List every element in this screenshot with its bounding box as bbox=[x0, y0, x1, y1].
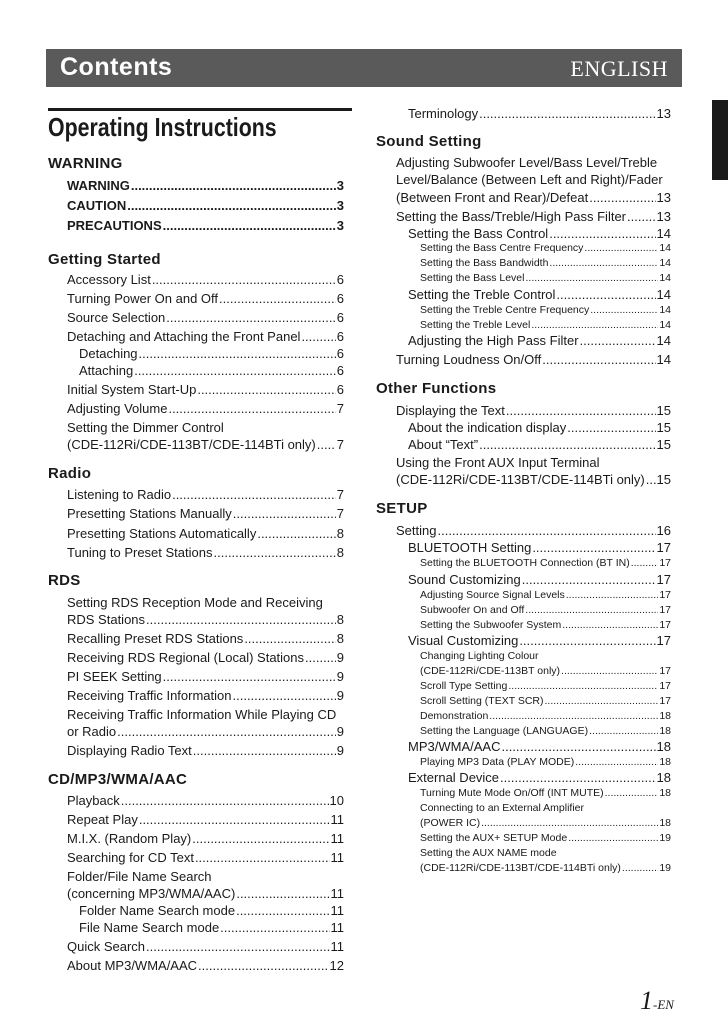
toc-entry-label: (POWER IC) bbox=[420, 817, 481, 829]
dot-leader bbox=[197, 382, 335, 397]
dot-leader bbox=[506, 403, 656, 418]
toc-entry bbox=[420, 832, 671, 844]
toc-entry-label: File Name Search mode bbox=[79, 920, 220, 935]
dot-leader bbox=[584, 242, 658, 254]
toc-entry-page: 17 bbox=[659, 604, 671, 616]
toc-entry bbox=[396, 190, 671, 205]
toc-entry-page: 7 bbox=[336, 506, 344, 521]
toc-entry-label: Setting bbox=[396, 523, 437, 538]
dot-leader bbox=[166, 310, 335, 325]
toc-entry-label: Setting the AUX NAME mode bbox=[420, 847, 557, 859]
toc-entry-label: Displaying the Text bbox=[396, 403, 505, 418]
toc-entry-label: Detaching bbox=[79, 346, 138, 361]
toc-entry bbox=[408, 633, 671, 648]
toc-entry-label: Setting the Dimmer Control bbox=[67, 420, 224, 435]
toc-entry-label: CAUTION bbox=[67, 198, 127, 213]
dot-leader bbox=[501, 739, 655, 754]
dot-leader bbox=[481, 817, 658, 829]
toc-entry-page: 14 bbox=[656, 352, 671, 367]
toc-entry-page: 6 bbox=[336, 310, 344, 325]
contents-header-bar bbox=[46, 49, 682, 87]
dot-leader bbox=[525, 272, 658, 284]
toc-entry-page: 14 bbox=[659, 304, 671, 316]
toc-entry-label: Searching for CD Text bbox=[67, 850, 194, 865]
section-heading: Getting Started bbox=[48, 251, 161, 268]
dot-leader bbox=[589, 190, 655, 205]
toc-entry-label: Receiving Traffic Information While Playing CD bbox=[67, 707, 337, 722]
toc-entry-page: 14 bbox=[659, 319, 671, 331]
toc-entry bbox=[420, 589, 671, 601]
toc-entry bbox=[67, 198, 344, 213]
dot-leader bbox=[500, 770, 655, 785]
toc-entry-label: Sound Customizing bbox=[408, 572, 521, 587]
toc-entry-page: 17 bbox=[659, 557, 671, 569]
toc-entry-page: 18 bbox=[659, 725, 671, 737]
toc-entry-page: 3 bbox=[336, 198, 344, 213]
dot-leader bbox=[519, 633, 655, 648]
toc-entry-label: Setting the Treble Level bbox=[420, 319, 531, 331]
toc-entry-label: MP3/WMA/AAC bbox=[408, 739, 501, 754]
toc-entry-label: Setting the Language (LANGUAGE) bbox=[420, 725, 589, 737]
toc-entry bbox=[79, 346, 344, 361]
dot-leader bbox=[646, 472, 656, 487]
toc-entry-page: 6 bbox=[336, 382, 344, 397]
section-heading: Sound Setting bbox=[376, 133, 482, 150]
dot-leader bbox=[131, 178, 336, 193]
toc-entry-label: PI SEEK Setting bbox=[67, 669, 162, 684]
toc-entry-label: Receiving RDS Regional (Local) Stations bbox=[67, 650, 305, 665]
toc-entry-label: Quick Search bbox=[67, 939, 146, 954]
dot-leader bbox=[257, 526, 335, 541]
page-number-value: 1 bbox=[640, 986, 653, 1015]
toc-entry-label: Folder Name Search mode bbox=[79, 903, 236, 918]
toc-entry-label: Adjusting Volume bbox=[67, 401, 168, 416]
toc-entry-label: Using the Front AUX Input Terminal bbox=[396, 455, 600, 470]
page-number bbox=[640, 986, 674, 1016]
toc-entry-page: 15 bbox=[656, 403, 671, 418]
toc-entry-page: 18 bbox=[659, 756, 671, 768]
toc-entry bbox=[420, 272, 671, 284]
dot-leader bbox=[525, 604, 658, 616]
toc-entry-page: 8 bbox=[336, 631, 344, 646]
toc-entry bbox=[420, 725, 671, 737]
toc-entry bbox=[67, 291, 344, 306]
toc-entry-page: 17 bbox=[659, 589, 671, 601]
toc-entry-label: (CDE-112Ri/CDE-113BT/CDE-114BTi only) bbox=[396, 472, 645, 487]
toc-entry-page: 17 bbox=[656, 540, 671, 555]
toc-entry-page: 7 bbox=[336, 401, 344, 416]
dot-leader bbox=[589, 725, 658, 737]
toc-entry bbox=[67, 724, 344, 739]
dot-leader bbox=[220, 920, 329, 935]
toc-entry-label: About MP3/WMA/AAC bbox=[67, 958, 198, 973]
toc-entry-page: 14 bbox=[659, 257, 671, 269]
toc-entry-label: Scroll Setting (TEXT SCR) bbox=[420, 695, 544, 707]
toc-entry-label: WARNING bbox=[67, 178, 130, 193]
toc-entry-label: (CDE-112Ri/CDE-113BT/CDE-114BTi only) bbox=[420, 862, 621, 874]
toc-entry-label: M.I.X. (Random Play) bbox=[67, 831, 192, 846]
toc-entry-label: About “Text” bbox=[408, 437, 479, 452]
toc-entry-label: Adjusting Subwoofer Level/Bass Level/Treble bbox=[396, 155, 658, 170]
toc-entry-page: 18 bbox=[659, 787, 671, 799]
dot-leader bbox=[301, 329, 335, 344]
dot-leader bbox=[566, 589, 659, 601]
toc-entry-page: 17 bbox=[659, 619, 671, 631]
page-number-suffix: -EN bbox=[653, 997, 674, 1012]
toc-entry-page: 15 bbox=[656, 420, 671, 435]
section-heading: RDS bbox=[48, 572, 81, 589]
dot-leader bbox=[580, 333, 656, 348]
toc-entry-label: Setting the Treble Control bbox=[408, 287, 556, 302]
dot-leader bbox=[556, 287, 655, 302]
toc-entry bbox=[79, 920, 344, 935]
toc-entry bbox=[79, 903, 344, 918]
dot-leader bbox=[575, 756, 658, 768]
toc-entry bbox=[408, 739, 671, 754]
toc-entry bbox=[67, 437, 344, 452]
toc-entry bbox=[79, 363, 344, 378]
toc-entry-label: Presetting Stations Manually bbox=[67, 506, 232, 521]
dot-leader bbox=[193, 743, 336, 758]
toc-entry-page: 14 bbox=[656, 287, 671, 302]
dot-leader bbox=[522, 572, 656, 587]
toc-entry bbox=[67, 743, 344, 758]
toc-entry bbox=[67, 812, 344, 827]
toc-entry-label: Recalling Preset RDS Stations bbox=[67, 631, 244, 646]
dot-leader bbox=[121, 793, 329, 808]
toc-entry-page: 11 bbox=[330, 920, 344, 935]
toc-entry-label: Subwoofer On and Off bbox=[420, 604, 525, 616]
dot-leader bbox=[568, 832, 658, 844]
toc-entry-page: 11 bbox=[330, 831, 344, 846]
header-language: ENGLISH bbox=[570, 56, 668, 81]
toc-entry-label: Scroll Type Setting bbox=[420, 680, 508, 692]
title-rule bbox=[48, 108, 352, 111]
toc-entry-page: 19 bbox=[659, 832, 671, 844]
toc-entry bbox=[67, 850, 344, 865]
dot-leader bbox=[549, 226, 655, 241]
toc-entry-page: 9 bbox=[336, 650, 344, 665]
toc-entry-page: 3 bbox=[336, 218, 344, 233]
toc-entry-page: 11 bbox=[330, 903, 344, 918]
dot-leader bbox=[631, 557, 659, 569]
dot-leader bbox=[542, 352, 655, 367]
dot-leader bbox=[489, 710, 658, 722]
dot-leader bbox=[590, 304, 658, 316]
toc-entry-page: 11 bbox=[330, 812, 344, 827]
toc-entry bbox=[420, 619, 671, 631]
dot-leader bbox=[437, 523, 655, 538]
toc-entry bbox=[408, 540, 671, 555]
toc-entry bbox=[408, 572, 671, 587]
toc-entry bbox=[67, 487, 344, 502]
toc-entry-page: 6 bbox=[336, 346, 344, 361]
dot-leader bbox=[562, 619, 658, 631]
dot-leader bbox=[479, 437, 655, 452]
toc-entry bbox=[420, 695, 671, 707]
toc-entry bbox=[420, 787, 671, 799]
toc-entry bbox=[67, 310, 344, 325]
toc-entry bbox=[67, 382, 344, 397]
toc-entry-label: Setting the BLUETOOTH Connection (BT IN) bbox=[420, 557, 630, 569]
toc-entry bbox=[67, 178, 344, 193]
dot-leader bbox=[214, 545, 336, 560]
dot-leader bbox=[244, 631, 335, 646]
dot-leader bbox=[219, 291, 336, 306]
toc-entry-page: 12 bbox=[329, 958, 344, 973]
dot-leader bbox=[198, 958, 328, 973]
dot-leader bbox=[561, 665, 658, 677]
dot-leader bbox=[163, 669, 336, 684]
toc-entry-label: Attaching bbox=[79, 363, 134, 378]
toc-entry bbox=[420, 710, 671, 722]
toc-entry-page: 18 bbox=[656, 739, 671, 754]
toc-entry bbox=[67, 329, 344, 344]
dot-leader bbox=[233, 688, 336, 703]
toc-entry-page: 6 bbox=[336, 363, 344, 378]
toc-entry-label: Initial System Start-Up bbox=[67, 382, 197, 397]
toc-entry-label: Setting RDS Reception Mode and Receiving bbox=[67, 595, 323, 610]
toc-entry-label: (CDE-112Ri/CDE-113BT only) bbox=[420, 665, 561, 677]
toc-entry-label: Tuning to Preset Stations bbox=[67, 545, 213, 560]
toc-entry bbox=[408, 106, 671, 121]
toc-entry-page: 18 bbox=[656, 770, 671, 785]
toc-entry bbox=[420, 665, 671, 677]
toc-entry bbox=[420, 680, 671, 692]
dot-leader bbox=[139, 346, 336, 361]
toc-entry-page: 8 bbox=[336, 612, 344, 627]
toc-entry bbox=[408, 226, 671, 241]
dot-leader bbox=[127, 198, 336, 213]
toc-entry-label: Listening to Radio bbox=[67, 487, 172, 502]
toc-entry-label: Setting the Bass Centre Frequency bbox=[420, 242, 584, 254]
toc-entry bbox=[420, 257, 671, 269]
toc-entry-label: (Between Front and Rear)/Defeat bbox=[396, 190, 589, 205]
dot-leader bbox=[549, 257, 658, 269]
dot-leader bbox=[163, 218, 336, 233]
dot-leader bbox=[139, 812, 330, 827]
toc-entry-page: 11 bbox=[330, 939, 344, 954]
toc-entry-page: 18 bbox=[659, 817, 671, 829]
toc-entry-page: 8 bbox=[336, 526, 344, 541]
toc-entry bbox=[408, 287, 671, 302]
dot-leader bbox=[627, 209, 656, 224]
toc-entry bbox=[396, 209, 671, 224]
toc-entry-page: 10 bbox=[329, 793, 344, 808]
toc-entry bbox=[67, 831, 344, 846]
toc-entry bbox=[67, 526, 344, 541]
section-heading: SETUP bbox=[376, 500, 428, 517]
toc-entry-label: Source Selection bbox=[67, 310, 166, 325]
toc-entry-label: or Radio bbox=[67, 724, 117, 739]
toc-entry-label: Accessory List bbox=[67, 272, 151, 287]
dot-leader bbox=[305, 650, 336, 665]
toc-entry bbox=[408, 437, 671, 452]
toc-entry bbox=[67, 612, 344, 627]
toc-entry bbox=[420, 756, 671, 768]
toc-entry bbox=[408, 770, 671, 785]
toc-entry bbox=[420, 604, 671, 616]
toc-entry-page: 18 bbox=[659, 710, 671, 722]
toc-entry bbox=[408, 420, 671, 435]
toc-entry-page: 8 bbox=[336, 545, 344, 560]
toc-entry bbox=[67, 669, 344, 684]
toc-entry-page: 9 bbox=[336, 669, 344, 684]
toc-entry-label: Changing Lighting Colour bbox=[420, 650, 539, 662]
toc-entry-page: 6 bbox=[336, 291, 344, 306]
section-heading: WARNING bbox=[48, 155, 123, 172]
header-title: Contents bbox=[60, 53, 173, 81]
toc-entry-label: BLUETOOTH Setting bbox=[408, 540, 532, 555]
toc-entry bbox=[396, 352, 671, 367]
dot-leader bbox=[117, 724, 336, 739]
toc-entry-page: 11 bbox=[330, 850, 344, 865]
toc-entry-label: Turning Loudness On/Off bbox=[396, 352, 542, 367]
toc-entry-label: Adjusting the High Pass Filter bbox=[408, 333, 579, 348]
toc-entry-page: 9 bbox=[336, 743, 344, 758]
toc-entry-label: Adjusting Source Signal Levels bbox=[420, 589, 565, 601]
section-heading: Other Functions bbox=[376, 380, 497, 397]
toc-entry-label: Receiving Traffic Information bbox=[67, 688, 232, 703]
toc-entry-page: 19 bbox=[659, 862, 671, 874]
toc-entry-label: Presetting Stations Automatically bbox=[67, 526, 257, 541]
dot-leader bbox=[233, 506, 336, 521]
main-title: Operating Instructions bbox=[48, 112, 277, 142]
dot-leader bbox=[236, 903, 329, 918]
toc-entry-label: Connecting to an External Amplifier bbox=[420, 802, 585, 814]
toc-entry-label: Level/Balance (Between Left and Right)/Fader bbox=[396, 172, 663, 187]
toc-entry bbox=[67, 886, 344, 901]
toc-entry-page: 14 bbox=[656, 333, 671, 348]
dot-leader bbox=[152, 272, 336, 287]
toc-entry-label: Visual Customizing bbox=[408, 633, 519, 648]
toc-entry bbox=[67, 272, 344, 287]
dot-leader bbox=[317, 437, 336, 452]
toc-entry bbox=[420, 319, 671, 331]
toc-entry-label: Turning Mute Mode On/Off (INT MUTE) bbox=[420, 787, 604, 799]
toc-entry bbox=[67, 401, 344, 416]
section-heading: Radio bbox=[48, 465, 92, 482]
toc-entry-page: 11 bbox=[330, 886, 344, 901]
toc-entry-label: Setting the AUX+ SETUP Mode bbox=[420, 832, 568, 844]
toc-entry-label: Setting the Subwoofer System bbox=[420, 619, 562, 631]
toc-entry bbox=[67, 650, 344, 665]
toc-entry bbox=[67, 506, 344, 521]
dot-leader bbox=[146, 612, 336, 627]
toc-entry-label: Setting the Bass Bandwidth bbox=[420, 257, 549, 269]
side-thumb-tab bbox=[712, 100, 728, 180]
dot-leader bbox=[192, 831, 329, 846]
toc-entry-page: 17 bbox=[659, 665, 671, 677]
dot-leader bbox=[605, 787, 659, 799]
toc-entry-page: 3 bbox=[336, 178, 344, 193]
toc-entry-page: 15 bbox=[656, 437, 671, 452]
toc-entry-label: Playing MP3 Data (PLAY MODE) bbox=[420, 756, 575, 768]
dot-leader bbox=[172, 487, 336, 502]
toc-entry-page: 13 bbox=[656, 209, 671, 224]
toc-entry-page: 9 bbox=[336, 724, 344, 739]
toc-entry-page: 7 bbox=[336, 487, 344, 502]
toc-entry bbox=[67, 793, 344, 808]
toc-entry-page: 7 bbox=[336, 437, 344, 452]
toc-entry-label: PRECAUTIONS bbox=[67, 218, 162, 233]
toc-entry bbox=[396, 403, 671, 418]
toc-entry-label: Setting the Treble Centre Frequency bbox=[420, 304, 590, 316]
toc-entry bbox=[67, 545, 344, 560]
toc-entry-page: 17 bbox=[659, 695, 671, 707]
toc-entry-page: 6 bbox=[336, 272, 344, 287]
toc-entry-label: Terminology bbox=[408, 106, 479, 121]
toc-entry bbox=[67, 218, 344, 233]
toc-entry-page: 14 bbox=[659, 272, 671, 284]
toc-entry-page: 15 bbox=[656, 472, 671, 487]
dot-leader bbox=[567, 420, 655, 435]
toc-entry-page: 16 bbox=[656, 523, 671, 538]
toc-entry-page: 17 bbox=[659, 680, 671, 692]
toc-entry-label: Turning Power On and Off bbox=[67, 291, 219, 306]
toc-entry-label: RDS Stations bbox=[67, 612, 146, 627]
dot-leader bbox=[168, 401, 335, 416]
toc-entry-page: 14 bbox=[656, 226, 671, 241]
toc-entry bbox=[408, 333, 671, 348]
toc-entry bbox=[67, 939, 344, 954]
toc-entry bbox=[420, 557, 671, 569]
section-heading: CD/MP3/WMA/AAC bbox=[48, 771, 188, 788]
toc-entry-page: 17 bbox=[656, 633, 671, 648]
toc-entry-label: About the indication display bbox=[408, 420, 567, 435]
toc-entry-label: Setting the Bass Control bbox=[408, 226, 549, 241]
dot-leader bbox=[134, 363, 336, 378]
toc-entry-label: (concerning MP3/WMA/AAC) bbox=[67, 886, 236, 901]
toc-entry bbox=[67, 631, 344, 646]
toc-entry bbox=[396, 472, 671, 487]
dot-leader bbox=[479, 106, 655, 121]
dot-leader bbox=[545, 695, 659, 707]
toc-entry bbox=[420, 242, 671, 254]
toc-entry-label: Setting the Bass/Treble/High Pass Filter bbox=[396, 209, 627, 224]
toc-entry-label: Demonstration bbox=[420, 710, 489, 722]
toc-entry-label: Repeat Play bbox=[67, 812, 138, 827]
toc-entry bbox=[67, 958, 344, 973]
toc-entry bbox=[420, 304, 671, 316]
toc-entry bbox=[396, 523, 671, 538]
dot-leader bbox=[195, 850, 330, 865]
toc-entry-page: 13 bbox=[656, 106, 671, 121]
toc-entry-page: 9 bbox=[336, 688, 344, 703]
toc-entry bbox=[420, 817, 671, 829]
dot-leader bbox=[531, 319, 658, 331]
toc-entry-label: External Device bbox=[408, 770, 500, 785]
toc-entry-label: Playback bbox=[67, 793, 120, 808]
toc-entry-page: 17 bbox=[656, 572, 671, 587]
toc-entry-label: (CDE-112Ri/CDE-113BT/CDE-114BTi only) bbox=[67, 437, 316, 452]
toc-entry-page: 6 bbox=[336, 329, 344, 344]
dot-leader bbox=[508, 680, 658, 692]
toc-entry-label: Setting the Bass Level bbox=[420, 272, 525, 284]
dot-leader bbox=[146, 939, 329, 954]
toc-entry-label: Folder/File Name Search bbox=[67, 869, 212, 884]
toc-entry-page: 13 bbox=[656, 190, 671, 205]
toc-entry bbox=[420, 862, 671, 874]
dot-leader bbox=[532, 540, 655, 555]
toc-entry-page: 14 bbox=[659, 242, 671, 254]
toc-entry-label: Displaying Radio Text bbox=[67, 743, 192, 758]
toc-entry-label: Detaching and Attaching the Front Panel bbox=[67, 329, 301, 344]
dot-leader bbox=[622, 862, 658, 874]
toc-entry bbox=[67, 688, 344, 703]
dot-leader bbox=[236, 886, 329, 901]
